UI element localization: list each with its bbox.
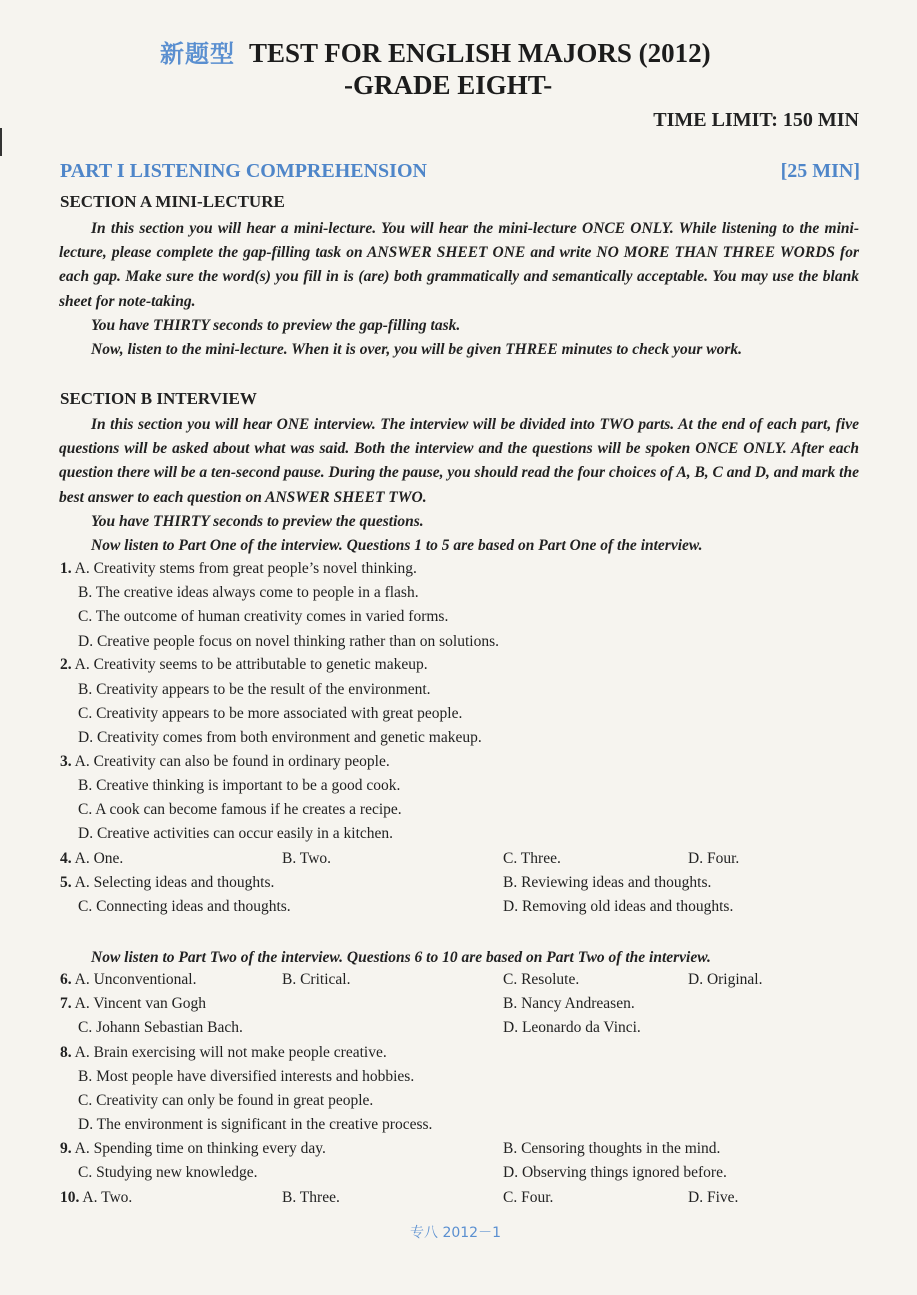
question-9-option-d: D. Observing things ignored before. <box>503 1164 727 1181</box>
question-10-option-b: B. Three. <box>282 1189 340 1206</box>
question-4-option-c: C. Three. <box>503 850 561 867</box>
title-line2: -GRADE EIGHT- <box>344 70 553 100</box>
title-line1-row <box>160 34 711 69</box>
question-6-option-a <box>60 971 196 989</box>
question-2-option-a <box>60 656 428 674</box>
question-5-option-a <box>60 874 274 892</box>
question-8-number: 8. <box>60 1044 72 1061</box>
part-title: PART I LISTENING COMPREHENSION <box>60 160 427 182</box>
question-10-a-text: A. Two. <box>82 1189 133 1206</box>
question-2-option-b: B. Creativity appears to be the result of the environment. <box>78 681 431 698</box>
question-9-a-text: A. Spending time on thinking every day. <box>74 1140 326 1157</box>
question-3-option-c: C. A cook can become famous if he creates a recipe. <box>78 801 402 818</box>
section-a-title: SECTION A MINI-LECTURE <box>60 192 285 211</box>
question-3-option-b: B. Creative thinking is important to be a good cook. <box>78 777 401 794</box>
question-4-number: 4. <box>60 850 72 867</box>
question-10-option-d: D. Five. <box>688 1189 739 1206</box>
question-3-number: 3. <box>60 753 72 770</box>
question-6-option-c: C. Resolute. <box>503 971 580 988</box>
question-6-number: 6. <box>60 971 72 988</box>
section-a-instr-1: In this section you will hear a mini-lecture. You will hear the mini-lecture ONCE ONLY. While listening to the mini-lecture, please complete the gap-filling task on ANSWER SHEET ONE and write NO MORE THAN THREE WORDS for each gap. Make sure the word(s) you fill in is (are) both grammatically and semantically acceptable. You may use the blank sheet for note-taking. <box>59 220 859 310</box>
section-a-instructions <box>59 217 859 362</box>
question-7-number: 7. <box>60 995 72 1012</box>
part-two-instruction: Now listen to Part Two of the interview. Questions 6 to 10 are based on Part Two of the interview. <box>91 949 711 966</box>
question-10-option-c: C. Four. <box>503 1189 554 1206</box>
question-7-option-a <box>60 995 206 1013</box>
question-1-option-d: D. Creative people focus on novel thinking rather than on solutions. <box>78 633 499 650</box>
question-5-option-c: C. Connecting ideas and thoughts. <box>78 898 291 915</box>
section-b-instr-2: You have THIRTY seconds to preview the questions. <box>91 512 424 530</box>
section-b-instructions <box>59 413 859 558</box>
time-limit: TIME LIMIT: 150 MIN <box>653 109 859 131</box>
part-two-instruction-wrap <box>59 946 859 970</box>
page-edge-mark <box>0 128 2 156</box>
section-b-title: SECTION B INTERVIEW <box>60 389 257 408</box>
question-5-option-b: B. Reviewing ideas and thoughts. <box>503 874 712 891</box>
question-9-option-b: B. Censoring thoughts in the mind. <box>503 1140 721 1157</box>
question-6-option-b: B. Critical. <box>282 971 351 988</box>
page-footer: 专八 2012－1 <box>410 1225 501 1241</box>
question-9-number: 9. <box>60 1140 72 1157</box>
question-6-a-text: A. Unconventional. <box>74 971 197 988</box>
question-8-option-b: B. Most people have diversified interests and hobbies. <box>78 1068 415 1085</box>
question-2-option-c: C. Creativity appears to be more associated with great people. <box>78 705 463 722</box>
question-7-a-text: A. Vincent van Gogh <box>74 995 207 1012</box>
question-5-option-d: D. Removing old ideas and thoughts. <box>503 898 734 915</box>
question-7-option-c: C. Johann Sebastian Bach. <box>78 1019 243 1036</box>
question-8-a-text: A. Brain exercising will not make people creative. <box>74 1044 387 1061</box>
new-type-label: 新题型 <box>160 40 235 68</box>
question-1-option-b: B. The creative ideas always come to people in a flash. <box>78 584 419 601</box>
question-9-option-c: C. Studying new knowledge. <box>78 1164 258 1181</box>
question-1-a-text: A. Creativity stems from great people’s novel thinking. <box>74 560 417 577</box>
question-8-option-d: D. The environment is significant in the creative process. <box>78 1116 433 1133</box>
question-4-option-d: D. Four. <box>688 850 740 867</box>
question-6-option-d: D. Original. <box>688 971 763 988</box>
question-7-option-b: B. Nancy Andreasen. <box>503 995 635 1012</box>
question-8-option-c: C. Creativity can only be found in great people. <box>78 1092 374 1109</box>
question-5-a-text: A. Selecting ideas and thoughts. <box>74 874 275 891</box>
question-10-option-a <box>60 1189 132 1207</box>
question-3-option-d: D. Creative activities can occur easily in a kitchen. <box>78 825 394 842</box>
title-line1: TEST FOR ENGLISH MAJORS (2012) <box>249 38 711 68</box>
question-3-a-text: A. Creativity can also be found in ordinary people. <box>74 753 390 770</box>
question-10-number: 10. <box>60 1189 80 1206</box>
question-3-option-a <box>60 753 390 771</box>
question-4-option-a <box>60 850 123 868</box>
question-1-option-a <box>60 560 417 578</box>
question-7-option-d: D. Leonardo da Vinci. <box>503 1019 641 1036</box>
question-8-option-a <box>60 1044 387 1062</box>
question-2-a-text: A. Creativity seems to be attributable to genetic makeup. <box>74 656 428 673</box>
question-2-option-d: D. Creativity comes from both environment and genetic makeup. <box>78 729 482 746</box>
question-9-option-a <box>60 1140 326 1158</box>
section-a-instr-2: You have THIRTY seconds to preview the gap-filling task. <box>91 316 461 334</box>
question-4-a-text: A. One. <box>74 850 124 867</box>
question-5-number: 5. <box>60 874 72 891</box>
question-1-number: 1. <box>60 560 72 577</box>
section-b-instr-1: In this section you will hear ONE interview. The interview will be divided into TWO parts. At the end of each part, five questions will be asked about what was said. Both the interview and the questions will be spoken ONCE ONLY. After each question there will be a ten-second pause. During the pause, you should read the four choices of A, B, C and D, and mark the best answer to each question on ANSWER SHEET TWO. <box>59 416 859 506</box>
question-1-option-c: C. The outcome of human creativity comes in varied forms. <box>78 608 449 625</box>
question-4-option-b: B. Two. <box>282 850 332 867</box>
section-b-instr-3: Now listen to Part One of the interview. Questions 1 to 5 are based on Part One of the interview. <box>91 537 703 555</box>
section-a-instr-3: Now, listen to the mini-lecture. When it is over, you will be given THREE minutes to check your work. <box>91 341 743 359</box>
question-2-number: 2. <box>60 656 72 673</box>
part-time: [25 MIN] <box>780 160 860 182</box>
